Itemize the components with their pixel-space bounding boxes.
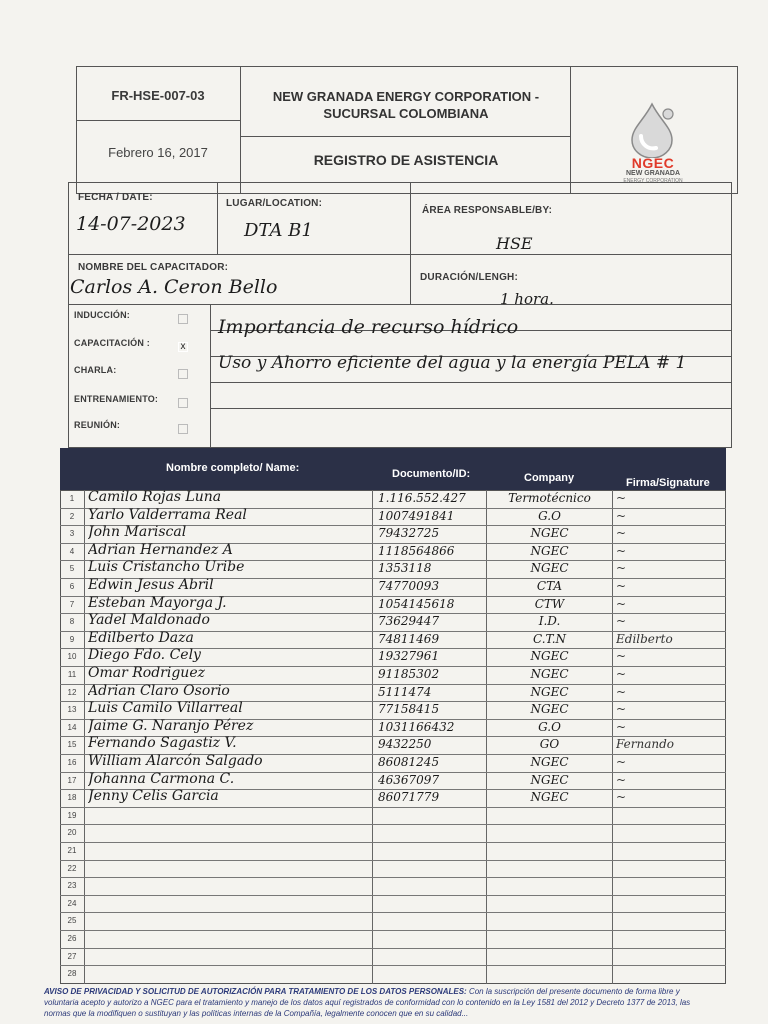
row-number: 23	[67, 881, 77, 891]
row-number: 17	[67, 775, 77, 785]
divider	[410, 182, 411, 304]
attendee-document: 79432725	[378, 526, 440, 541]
trainer-label: NOMBRE DEL CAPACITADOR:	[78, 262, 229, 273]
row-number: 10	[67, 652, 77, 662]
attendee-name: Yadel Maldonado	[88, 612, 210, 629]
divider	[217, 182, 218, 254]
attendee-name: Jenny Celis Garcia	[88, 788, 219, 805]
attendee-name: Fernando Sagastiz V.	[88, 735, 237, 752]
attendee-signature	[616, 808, 724, 826]
attendee-company	[492, 878, 607, 896]
attendee-signature: ~	[616, 684, 627, 699]
divider	[240, 136, 570, 137]
attendee-signature: ~	[616, 579, 627, 593]
topic-line-1: Importancia de recurso hídrico	[218, 316, 519, 338]
row-number: 14	[67, 722, 77, 732]
attendee-document	[378, 949, 483, 967]
attendee-signature: ~	[616, 491, 627, 505]
type-checkbox[interactable]	[178, 398, 188, 408]
type-checkbox[interactable]	[178, 424, 188, 434]
attendee-name	[88, 894, 370, 912]
attendee-document	[378, 878, 483, 896]
attendee-document: 73629447	[378, 614, 440, 629]
row-number: 19	[67, 810, 77, 820]
divider	[68, 304, 732, 305]
attendee-signature: ~	[616, 596, 627, 611]
attendee-name: Adrian Hernandez A	[88, 541, 233, 558]
attendee-document: 86081245	[378, 755, 440, 769]
row-number: 5	[69, 564, 75, 574]
privacy-notice	[44, 986, 714, 1019]
attendee-name: Esteban Mayorga J.	[88, 594, 227, 611]
attendee-company	[492, 949, 607, 967]
row-number: 13	[67, 705, 77, 715]
divider	[210, 408, 732, 409]
row-number: 27	[67, 951, 77, 961]
row-number: 9	[69, 634, 75, 644]
topic-line-2: Uso y Ahorro eficiente del agua y la energía PELA # 1	[218, 353, 687, 373]
area-label: ÁREA RESPONSABLE/BY:	[422, 205, 553, 216]
attendee-company	[492, 808, 607, 826]
company-line-2: SUCURSAL COLOMBIANA	[323, 106, 489, 121]
form-code: FR-HSE-007-03	[111, 88, 205, 103]
logo-text: NGEC	[631, 155, 675, 171]
attendee-signature: ~	[616, 755, 627, 769]
form-date: Febrero 16, 2017	[108, 145, 208, 160]
attendee-name	[88, 806, 370, 824]
column-header-document: Documento/ID:	[392, 468, 471, 480]
attendee-document: 1007491841	[378, 508, 455, 523]
row-number: 1	[69, 494, 75, 503]
duration-label: DURACIÓN/LENGH:	[420, 272, 518, 283]
attendee-document: 91185302	[378, 667, 440, 681]
attendee-name: Jaime G. Naranjo Pérez	[88, 717, 254, 734]
attendee-signature	[616, 931, 724, 949]
type-checkbox[interactable]	[178, 369, 188, 379]
type-checkbox[interactable]	[178, 314, 188, 324]
attendee-name	[88, 947, 370, 965]
row-number: 6	[69, 582, 75, 591]
attendee-document: 9432250	[378, 737, 432, 752]
type-label-induccion: INDUCCIÓN:	[74, 310, 130, 320]
divider	[570, 66, 571, 194]
attendee-name: Adrian Claro Osorio	[88, 682, 230, 699]
attendee-document: 1031166432	[378, 719, 455, 734]
attendee-document: 1118564866	[378, 543, 455, 558]
attendee-name: Luis Camilo Villarreal	[88, 700, 243, 717]
attendee-company	[492, 825, 607, 843]
row-number: 4	[69, 546, 75, 556]
attendee-name: Edilberto Daza	[88, 629, 194, 646]
attendee-company	[492, 966, 607, 984]
row-number: 2	[69, 511, 75, 521]
attendee-name: Johanna Carmona C.	[88, 770, 235, 787]
attendee-name	[88, 929, 370, 947]
attendee-name: Camilo Rojas Luna	[88, 489, 222, 505]
logo-subtitle-2: ENERGY CORPORATION	[623, 178, 683, 184]
location-value: DTA B1	[244, 220, 313, 241]
date-value: 14-07-2023	[76, 213, 186, 235]
type-label-charla: CHARLA:	[74, 365, 117, 375]
attendee-company: NGEC	[530, 543, 569, 558]
column-header-company: Company	[524, 472, 575, 484]
attendee-signature: Fernando	[616, 737, 675, 752]
attendee-signature: ~	[616, 649, 627, 664]
attendee-signature: ~	[616, 667, 627, 681]
company-line-1: NEW GRANADA ENERGY CORPORATION -	[272, 89, 540, 104]
attendee-signature	[616, 966, 724, 984]
row-number: 3	[69, 529, 75, 539]
attendee-document	[378, 896, 483, 914]
attendee-signature	[616, 861, 724, 879]
row-number: 21	[67, 846, 77, 855]
column-header-signature: Firma/Signature	[626, 477, 710, 489]
attendee-company: I.D.	[538, 614, 561, 629]
attendee-company	[492, 913, 607, 931]
attendee-name: Edwin Jesus Abril	[88, 577, 214, 593]
privacy-notice-body: Con la suscripción del presente documento de forma libre y voluntaria acepto y autorizo a NGEC para el tratamiento y manejo de los datos aquí registrados de conformidad con lo contenido en la Ley 1581 del 2012 y Decreto 1377 de 2013, las normas que la modifiquen o sustituyan y las políticas internas de la Compañía, legalmente conocen que en su calidad...	[44, 987, 691, 1018]
divider	[240, 66, 241, 194]
attendee-document: 5111474	[378, 684, 432, 699]
attendee-signature: ~	[616, 790, 627, 805]
attendee-company: G.O	[538, 719, 561, 734]
attendee-name: Luis Cristancho Uribe	[88, 559, 245, 576]
row-number: 8	[69, 617, 75, 627]
attendee-document: 74811469	[378, 631, 440, 646]
attendee-company: GO	[539, 737, 560, 752]
area-value: HSE	[496, 234, 533, 253]
attendee-signature	[616, 825, 724, 843]
row-number: 28	[67, 969, 77, 979]
attendee-company	[492, 931, 607, 949]
attendee-signature: ~	[616, 561, 627, 576]
column-header-name: Nombre completo/ Name:	[166, 462, 300, 474]
attendee-company: NGEC	[530, 755, 569, 769]
document-title: REGISTRO DE ASISTENCIA	[313, 152, 499, 168]
attendee-document	[378, 931, 483, 949]
type-label-entrenamiento: ENTRENAMIENTO:	[74, 394, 159, 404]
row-number: 25	[67, 916, 77, 926]
attendee-name	[88, 823, 370, 841]
attendee-document	[378, 843, 483, 861]
attendee-company: NGEC	[530, 561, 569, 576]
divider	[68, 254, 732, 255]
attendee-name: Omar Rodriguez	[88, 665, 205, 681]
attendee-document: 1.116.552.427	[378, 491, 466, 505]
privacy-notice-title: AVISO DE PRIVACIDAD Y SOLICITUD DE AUTORIZACIÓN PARA TRATAMIENTO DE LOS DATOS PERSONALES:	[44, 987, 467, 996]
attendee-company	[492, 896, 607, 914]
logo-subtitle-1: NEW GRANADA	[625, 170, 681, 177]
row-number: 11	[67, 670, 77, 679]
attendee-name	[88, 964, 370, 982]
attendee-company: NGEC	[530, 790, 569, 805]
type-label-reunion: REUNIÓN:	[74, 420, 121, 430]
divider	[210, 382, 732, 383]
attendee-signature	[616, 949, 724, 967]
row-number: 20	[67, 828, 77, 838]
attendee-company: NGEC	[530, 772, 569, 787]
row-number: 15	[67, 740, 77, 750]
attendee-document	[378, 861, 483, 879]
row-number: 22	[67, 863, 77, 873]
trainer-value: Carlos A. Ceron Bello	[70, 276, 278, 298]
company-name	[242, 88, 570, 122]
attendee-company: C.T.N	[532, 631, 567, 646]
attendee-document	[378, 966, 483, 984]
date-label: FECHA / DATE:	[78, 192, 153, 203]
attendee-signature: ~	[616, 614, 627, 629]
attendee-company: CTW	[534, 596, 565, 611]
attendee-name: John Mariscal	[88, 524, 187, 541]
attendee-document: 1054145618	[378, 596, 455, 611]
attendee-company	[492, 861, 607, 879]
attendee-name	[88, 859, 370, 877]
row-number: 24	[67, 898, 77, 908]
attendee-signature	[616, 878, 724, 896]
row-number: 26	[67, 934, 77, 943]
attendee-company: NGEC	[530, 526, 569, 541]
attendee-company: NGEC	[530, 667, 569, 681]
attendee-name	[88, 876, 370, 894]
attendee-company: Termotécnico	[508, 491, 591, 505]
attendee-company: G.O	[538, 508, 561, 523]
attendee-document: 86071779	[378, 790, 440, 805]
attendee-name: Diego Fdo. Cely	[88, 647, 201, 664]
attendee-document	[378, 808, 483, 826]
attendee-document	[378, 913, 483, 931]
attendee-signature: ~	[616, 719, 627, 734]
attendee-name	[88, 841, 370, 859]
attendee-signature	[616, 896, 724, 914]
attendee-document: 74770093	[378, 579, 440, 593]
row-number: 18	[67, 793, 77, 803]
attendee-document: 46367097	[378, 772, 440, 787]
attendee-name	[88, 911, 370, 929]
attendee-document	[378, 825, 483, 843]
attendee-company: NGEC	[530, 649, 569, 664]
divider	[210, 304, 211, 448]
attendee-signature: ~	[616, 702, 627, 717]
location-label: LUGAR/LOCATION:	[226, 198, 323, 209]
type-checkbox[interactable]: x	[178, 342, 188, 352]
attendee-company: NGEC	[530, 702, 569, 717]
attendee-signature: ~	[616, 526, 627, 541]
attendee-name: Yarlo Valderrama Real	[88, 506, 247, 523]
attendee-name: William Alarcón Salgado	[88, 753, 263, 769]
attendee-company: NGEC	[530, 684, 569, 699]
type-label-capacitacion: CAPACITACIÓN :	[74, 338, 150, 348]
attendee-signature: ~	[616, 508, 627, 523]
attendee-company	[492, 843, 607, 861]
attendee-signature: ~	[616, 543, 627, 558]
attendee-signature	[616, 913, 724, 931]
row-number: 12	[67, 687, 77, 697]
attendee-document: 19327961	[378, 649, 440, 664]
attendee-signature: ~	[616, 772, 627, 787]
attendee-signature: Edilberto	[616, 631, 673, 646]
duration-value: 1 hora.	[500, 290, 554, 308]
row-number: 16	[67, 758, 77, 767]
attendee-company: CTA	[536, 579, 563, 593]
water-drop-icon	[622, 100, 682, 158]
attendee-document: 77158415	[378, 702, 440, 717]
divider	[76, 120, 240, 121]
attendee-signature	[616, 843, 724, 861]
row-number: 7	[69, 599, 75, 609]
attendee-document: 1353118	[378, 561, 432, 576]
